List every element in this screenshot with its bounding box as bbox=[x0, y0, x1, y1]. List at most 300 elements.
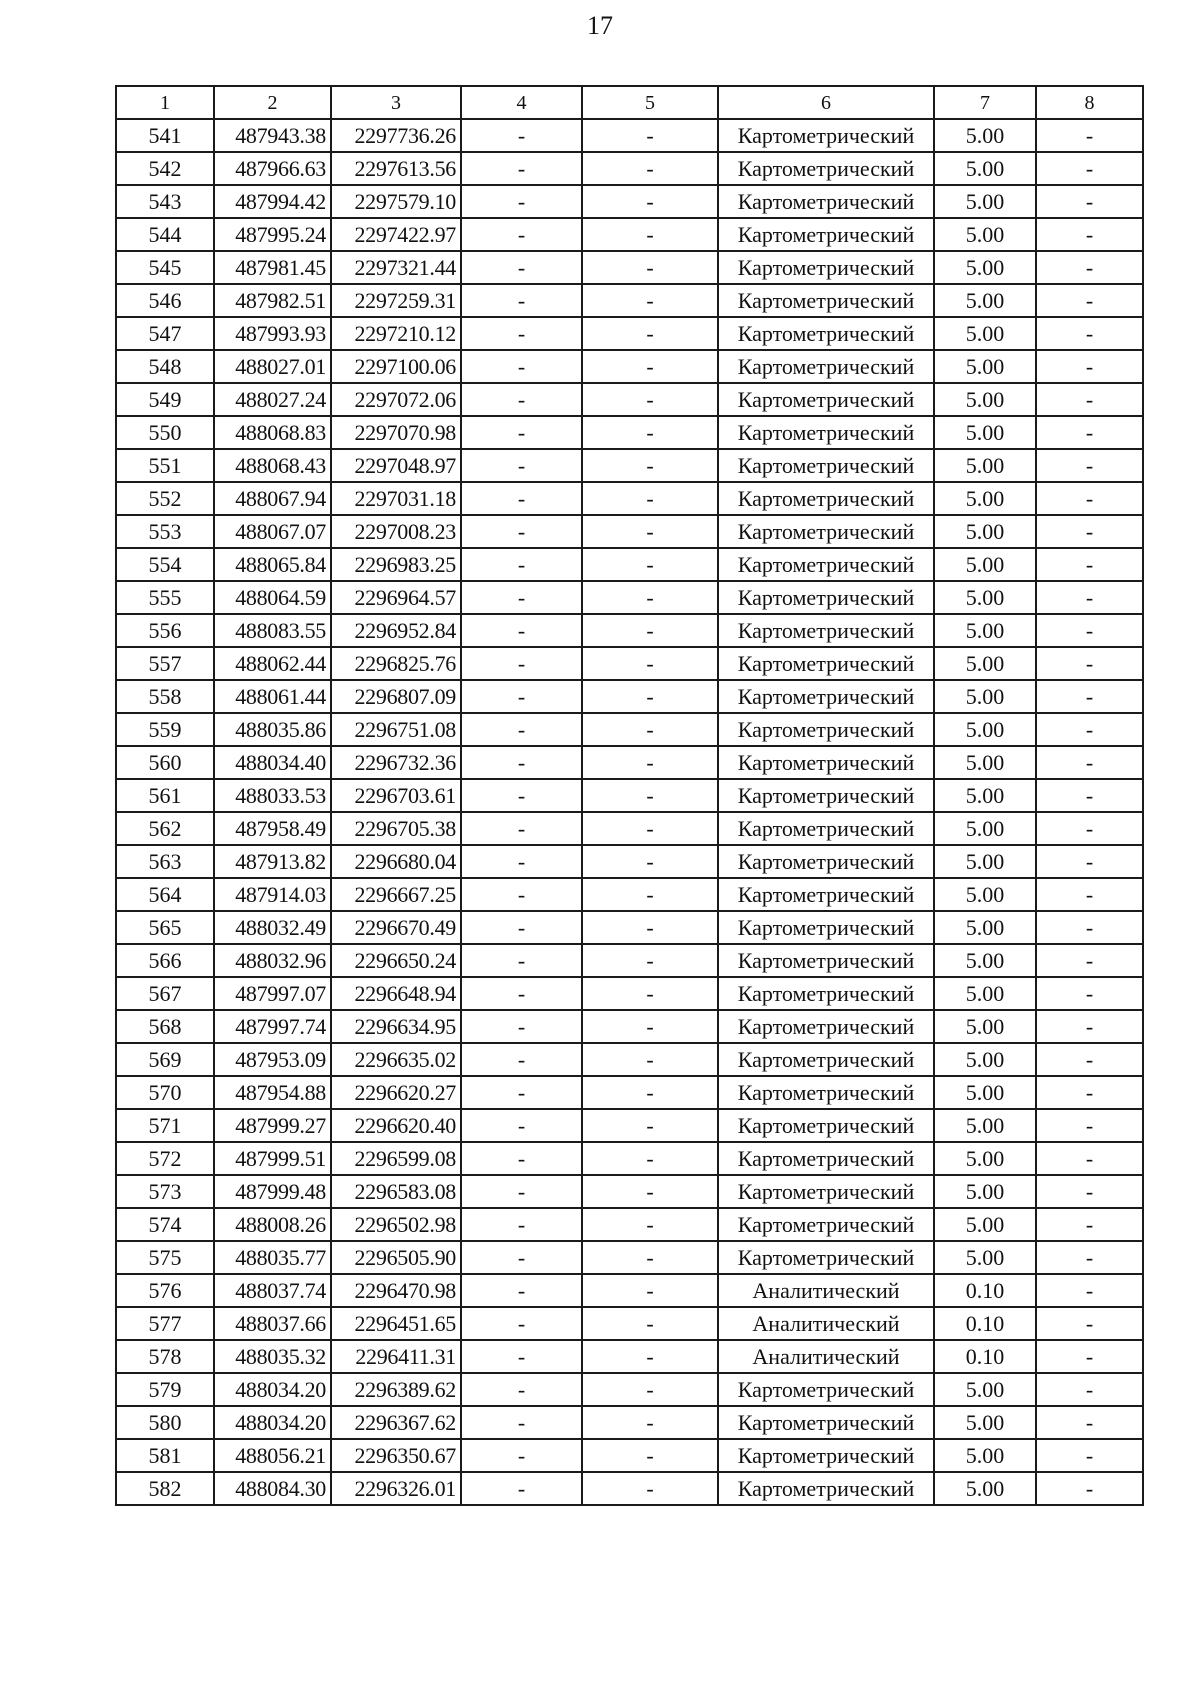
column-8-cell: - bbox=[1036, 1274, 1143, 1307]
x-coordinate-cell: 487943.38 bbox=[214, 119, 331, 152]
point-number-cell: 575 bbox=[116, 1241, 214, 1274]
point-number-cell: 554 bbox=[116, 548, 214, 581]
table-row bbox=[116, 1274, 1143, 1307]
column-8-cell: - bbox=[1036, 1307, 1143, 1340]
column-5-cell: - bbox=[582, 482, 718, 515]
column-4-cell: - bbox=[461, 218, 582, 251]
x-coordinate-cell: 488068.43 bbox=[214, 449, 331, 482]
y-coordinate-cell: 2296751.08 bbox=[331, 713, 461, 746]
method-cell: Картометрический bbox=[718, 581, 934, 614]
column-8-cell: - bbox=[1036, 812, 1143, 845]
point-number-cell: 582 bbox=[116, 1472, 214, 1505]
y-coordinate-cell: 2296705.38 bbox=[331, 812, 461, 845]
method-cell: Картометрический bbox=[718, 713, 934, 746]
y-coordinate-cell: 2297259.31 bbox=[331, 284, 461, 317]
column-5-cell: - bbox=[582, 1175, 718, 1208]
column-5-cell: - bbox=[582, 911, 718, 944]
column-5-cell: - bbox=[582, 746, 718, 779]
column-5-cell: - bbox=[582, 1208, 718, 1241]
column-8-cell: - bbox=[1036, 185, 1143, 218]
table-row bbox=[116, 1010, 1143, 1043]
column-4-cell: - bbox=[461, 548, 582, 581]
table-row bbox=[116, 1472, 1143, 1505]
column-5-cell: - bbox=[582, 647, 718, 680]
table-row bbox=[116, 350, 1143, 383]
accuracy-cell: 0.10 bbox=[934, 1307, 1036, 1340]
method-cell: Картометрический bbox=[718, 746, 934, 779]
x-coordinate-cell: 488083.55 bbox=[214, 614, 331, 647]
column-4-cell: - bbox=[461, 284, 582, 317]
accuracy-cell: 5.00 bbox=[934, 119, 1036, 152]
column-4-cell: - bbox=[461, 812, 582, 845]
point-number-cell: 549 bbox=[116, 383, 214, 416]
column-4-cell: - bbox=[461, 317, 582, 350]
y-coordinate-cell: 2297100.06 bbox=[331, 350, 461, 383]
method-cell: Картометрический bbox=[718, 383, 934, 416]
table-row bbox=[116, 1241, 1143, 1274]
column-4-cell: - bbox=[461, 581, 582, 614]
accuracy-cell: 5.00 bbox=[934, 185, 1036, 218]
column-4-cell: - bbox=[461, 251, 582, 284]
accuracy-cell: 5.00 bbox=[934, 845, 1036, 878]
y-coordinate-cell: 2296367.62 bbox=[331, 1406, 461, 1439]
coordinates-table bbox=[115, 85, 1144, 1506]
method-cell: Картометрический bbox=[718, 152, 934, 185]
column-4-cell: - bbox=[461, 1373, 582, 1406]
y-coordinate-cell: 2297210.12 bbox=[331, 317, 461, 350]
accuracy-cell: 5.00 bbox=[934, 152, 1036, 185]
column-4-cell: - bbox=[461, 185, 582, 218]
point-number-cell: 581 bbox=[116, 1439, 214, 1472]
point-number-cell: 577 bbox=[116, 1307, 214, 1340]
point-number-cell: 548 bbox=[116, 350, 214, 383]
method-cell: Аналитический bbox=[718, 1274, 934, 1307]
table-row bbox=[116, 977, 1143, 1010]
x-coordinate-cell: 487982.51 bbox=[214, 284, 331, 317]
table-row bbox=[116, 812, 1143, 845]
method-cell: Картометрический bbox=[718, 1373, 934, 1406]
accuracy-cell: 5.00 bbox=[934, 1076, 1036, 1109]
x-coordinate-cell: 487995.24 bbox=[214, 218, 331, 251]
x-coordinate-cell: 488032.49 bbox=[214, 911, 331, 944]
point-number-cell: 563 bbox=[116, 845, 214, 878]
column-5-cell: - bbox=[582, 581, 718, 614]
y-coordinate-cell: 2296389.62 bbox=[331, 1373, 461, 1406]
method-cell: Картометрический bbox=[718, 1406, 934, 1439]
method-cell: Картометрический bbox=[718, 647, 934, 680]
column-5-cell: - bbox=[582, 383, 718, 416]
column-4-cell: - bbox=[461, 1010, 582, 1043]
column-8-cell: - bbox=[1036, 845, 1143, 878]
column-4-cell: - bbox=[461, 911, 582, 944]
table-row bbox=[116, 1406, 1143, 1439]
method-cell: Картометрический bbox=[718, 614, 934, 647]
column-4-cell: - bbox=[461, 482, 582, 515]
method-cell: Картометрический bbox=[718, 1109, 934, 1142]
point-number-cell: 550 bbox=[116, 416, 214, 449]
column-5-cell: - bbox=[582, 1373, 718, 1406]
column-5-cell: - bbox=[582, 1406, 718, 1439]
column-8-cell: - bbox=[1036, 218, 1143, 251]
point-number-cell: 579 bbox=[116, 1373, 214, 1406]
point-number-cell: 565 bbox=[116, 911, 214, 944]
method-cell: Картометрический bbox=[718, 350, 934, 383]
table-row bbox=[116, 218, 1143, 251]
table-row bbox=[116, 746, 1143, 779]
column-8-cell: - bbox=[1036, 152, 1143, 185]
column-4-cell: - bbox=[461, 1307, 582, 1340]
column-4-cell: - bbox=[461, 383, 582, 416]
y-coordinate-cell: 2297422.97 bbox=[331, 218, 461, 251]
y-coordinate-cell: 2296470.98 bbox=[331, 1274, 461, 1307]
column-5-cell: - bbox=[582, 779, 718, 812]
point-number-cell: 567 bbox=[116, 977, 214, 1010]
table-row bbox=[116, 317, 1143, 350]
point-number-cell: 559 bbox=[116, 713, 214, 746]
method-cell: Картометрический bbox=[718, 1043, 934, 1076]
y-coordinate-cell: 2296680.04 bbox=[331, 845, 461, 878]
column-8-cell: - bbox=[1036, 779, 1143, 812]
column-5-cell: - bbox=[582, 1142, 718, 1175]
method-cell: Картометрический bbox=[718, 251, 934, 284]
column-5-cell: - bbox=[582, 1109, 718, 1142]
method-cell: Картометрический bbox=[718, 1010, 934, 1043]
method-cell: Картометрический bbox=[718, 284, 934, 317]
column-4-cell: - bbox=[461, 845, 582, 878]
column-8-cell: - bbox=[1036, 746, 1143, 779]
x-coordinate-cell: 487913.82 bbox=[214, 845, 331, 878]
point-number-cell: 574 bbox=[116, 1208, 214, 1241]
column-4-cell: - bbox=[461, 647, 582, 680]
table-row bbox=[116, 911, 1143, 944]
column-5-cell: - bbox=[582, 119, 718, 152]
method-cell: Картометрический bbox=[718, 680, 934, 713]
accuracy-cell: 5.00 bbox=[934, 1208, 1036, 1241]
column-8-cell: - bbox=[1036, 944, 1143, 977]
table-row bbox=[116, 251, 1143, 284]
column-4-cell: - bbox=[461, 1472, 582, 1505]
accuracy-cell: 5.00 bbox=[934, 284, 1036, 317]
y-coordinate-cell: 2296648.94 bbox=[331, 977, 461, 1010]
table-row bbox=[116, 614, 1143, 647]
column-4-cell: - bbox=[461, 1241, 582, 1274]
x-coordinate-cell: 488062.44 bbox=[214, 647, 331, 680]
method-cell: Картометрический bbox=[718, 218, 934, 251]
column-8-cell: - bbox=[1036, 878, 1143, 911]
accuracy-cell: 5.00 bbox=[934, 1043, 1036, 1076]
x-coordinate-cell: 488067.07 bbox=[214, 515, 331, 548]
point-number-cell: 573 bbox=[116, 1175, 214, 1208]
column-4-cell: - bbox=[461, 1109, 582, 1142]
column-8-cell: - bbox=[1036, 1439, 1143, 1472]
accuracy-cell: 5.00 bbox=[934, 515, 1036, 548]
accuracy-cell: 5.00 bbox=[934, 581, 1036, 614]
accuracy-cell: 5.00 bbox=[934, 1406, 1036, 1439]
column-8-cell: - bbox=[1036, 1340, 1143, 1373]
method-cell: Картометрический bbox=[718, 1142, 934, 1175]
y-coordinate-cell: 2296670.49 bbox=[331, 911, 461, 944]
column-header: 2 bbox=[214, 86, 331, 119]
accuracy-cell: 5.00 bbox=[934, 680, 1036, 713]
point-number-cell: 545 bbox=[116, 251, 214, 284]
x-coordinate-cell: 488035.77 bbox=[214, 1241, 331, 1274]
x-coordinate-cell: 487993.93 bbox=[214, 317, 331, 350]
column-4-cell: - bbox=[461, 449, 582, 482]
column-4-cell: - bbox=[461, 152, 582, 185]
column-8-cell: - bbox=[1036, 977, 1143, 1010]
column-8-cell: - bbox=[1036, 581, 1143, 614]
column-4-cell: - bbox=[461, 416, 582, 449]
column-4-cell: - bbox=[461, 1439, 582, 1472]
column-4-cell: - bbox=[461, 350, 582, 383]
method-cell: Картометрический bbox=[718, 416, 934, 449]
table-row bbox=[116, 284, 1143, 317]
column-5-cell: - bbox=[582, 812, 718, 845]
x-coordinate-cell: 488067.94 bbox=[214, 482, 331, 515]
method-cell: Картометрический bbox=[718, 1175, 934, 1208]
column-5-cell: - bbox=[582, 878, 718, 911]
method-cell: Картометрический bbox=[718, 119, 934, 152]
column-4-cell: - bbox=[461, 119, 582, 152]
column-5-cell: - bbox=[582, 1010, 718, 1043]
point-number-cell: 542 bbox=[116, 152, 214, 185]
accuracy-cell: 5.00 bbox=[934, 1472, 1036, 1505]
column-5-cell: - bbox=[582, 416, 718, 449]
column-8-cell: - bbox=[1036, 911, 1143, 944]
column-5-cell: - bbox=[582, 548, 718, 581]
accuracy-cell: 5.00 bbox=[934, 614, 1036, 647]
column-5-cell: - bbox=[582, 1472, 718, 1505]
column-5-cell: - bbox=[582, 680, 718, 713]
y-coordinate-cell: 2296634.95 bbox=[331, 1010, 461, 1043]
column-4-cell: - bbox=[461, 680, 582, 713]
method-cell: Картометрический bbox=[718, 317, 934, 350]
point-number-cell: 571 bbox=[116, 1109, 214, 1142]
table-row bbox=[116, 482, 1143, 515]
x-coordinate-cell: 488027.01 bbox=[214, 350, 331, 383]
y-coordinate-cell: 2297072.06 bbox=[331, 383, 461, 416]
table-row bbox=[116, 1439, 1143, 1472]
y-coordinate-cell: 2296964.57 bbox=[331, 581, 461, 614]
x-coordinate-cell: 488037.74 bbox=[214, 1274, 331, 1307]
column-header: 1 bbox=[116, 86, 214, 119]
x-coordinate-cell: 488033.53 bbox=[214, 779, 331, 812]
accuracy-cell: 5.00 bbox=[934, 416, 1036, 449]
column-8-cell: - bbox=[1036, 680, 1143, 713]
x-coordinate-cell: 487999.48 bbox=[214, 1175, 331, 1208]
y-coordinate-cell: 2296502.98 bbox=[331, 1208, 461, 1241]
y-coordinate-cell: 2297736.26 bbox=[331, 119, 461, 152]
y-coordinate-cell: 2296635.02 bbox=[331, 1043, 461, 1076]
x-coordinate-cell: 488065.84 bbox=[214, 548, 331, 581]
column-4-cell: - bbox=[461, 977, 582, 1010]
table-row bbox=[116, 1340, 1143, 1373]
table-row bbox=[116, 581, 1143, 614]
table-row bbox=[116, 944, 1143, 977]
column-8-cell: - bbox=[1036, 317, 1143, 350]
method-cell: Картометрический bbox=[718, 449, 934, 482]
point-number-cell: 547 bbox=[116, 317, 214, 350]
column-4-cell: - bbox=[461, 779, 582, 812]
column-8-cell: - bbox=[1036, 1076, 1143, 1109]
column-5-cell: - bbox=[582, 515, 718, 548]
accuracy-cell: 5.00 bbox=[934, 1241, 1036, 1274]
x-coordinate-cell: 488034.20 bbox=[214, 1406, 331, 1439]
y-coordinate-cell: 2297321.44 bbox=[331, 251, 461, 284]
y-coordinate-cell: 2296952.84 bbox=[331, 614, 461, 647]
column-header: 7 bbox=[934, 86, 1036, 119]
point-number-cell: 543 bbox=[116, 185, 214, 218]
column-4-cell: - bbox=[461, 1208, 582, 1241]
column-header: 5 bbox=[582, 86, 718, 119]
column-5-cell: - bbox=[582, 152, 718, 185]
column-5-cell: - bbox=[582, 1340, 718, 1373]
method-cell: Картометрический bbox=[718, 1439, 934, 1472]
y-coordinate-cell: 2296583.08 bbox=[331, 1175, 461, 1208]
point-number-cell: 564 bbox=[116, 878, 214, 911]
method-cell: Картометрический bbox=[718, 515, 934, 548]
table-row bbox=[116, 878, 1143, 911]
accuracy-cell: 5.00 bbox=[934, 548, 1036, 581]
method-cell: Картометрический bbox=[718, 1472, 934, 1505]
method-cell: Картометрический bbox=[718, 812, 934, 845]
accuracy-cell: 5.00 bbox=[934, 1142, 1036, 1175]
x-coordinate-cell: 488008.26 bbox=[214, 1208, 331, 1241]
table-row bbox=[116, 515, 1143, 548]
x-coordinate-cell: 488035.32 bbox=[214, 1340, 331, 1373]
table-row bbox=[116, 1208, 1143, 1241]
column-5-cell: - bbox=[582, 977, 718, 1010]
point-number-cell: 580 bbox=[116, 1406, 214, 1439]
y-coordinate-cell: 2296620.27 bbox=[331, 1076, 461, 1109]
y-coordinate-cell: 2296599.08 bbox=[331, 1142, 461, 1175]
table-row bbox=[116, 185, 1143, 218]
method-cell: Картометрический bbox=[718, 482, 934, 515]
accuracy-cell: 0.10 bbox=[934, 1340, 1036, 1373]
point-number-cell: 576 bbox=[116, 1274, 214, 1307]
y-coordinate-cell: 2296983.25 bbox=[331, 548, 461, 581]
column-8-cell: - bbox=[1036, 1109, 1143, 1142]
column-header: 8 bbox=[1036, 86, 1143, 119]
column-8-cell: - bbox=[1036, 1142, 1143, 1175]
accuracy-cell: 5.00 bbox=[934, 647, 1036, 680]
column-5-cell: - bbox=[582, 1439, 718, 1472]
y-coordinate-cell: 2297613.56 bbox=[331, 152, 461, 185]
y-coordinate-cell: 2297070.98 bbox=[331, 416, 461, 449]
method-cell: Картометрический bbox=[718, 185, 934, 218]
accuracy-cell: 5.00 bbox=[934, 218, 1036, 251]
header-row bbox=[116, 86, 1143, 119]
column-4-cell: - bbox=[461, 614, 582, 647]
table-row bbox=[116, 1076, 1143, 1109]
accuracy-cell: 5.00 bbox=[934, 251, 1036, 284]
method-cell: Картометрический bbox=[718, 1208, 934, 1241]
column-4-cell: - bbox=[461, 1076, 582, 1109]
column-5-cell: - bbox=[582, 284, 718, 317]
table-row bbox=[116, 779, 1143, 812]
accuracy-cell: 5.00 bbox=[934, 383, 1036, 416]
column-5-cell: - bbox=[582, 350, 718, 383]
table-row bbox=[116, 1043, 1143, 1076]
table-row bbox=[116, 1307, 1143, 1340]
y-coordinate-cell: 2296825.76 bbox=[331, 647, 461, 680]
y-coordinate-cell: 2297579.10 bbox=[331, 185, 461, 218]
y-coordinate-cell: 2297048.97 bbox=[331, 449, 461, 482]
x-coordinate-cell: 487954.88 bbox=[214, 1076, 331, 1109]
point-number-cell: 553 bbox=[116, 515, 214, 548]
column-8-cell: - bbox=[1036, 515, 1143, 548]
method-cell: Картометрический bbox=[718, 1241, 934, 1274]
column-8-cell: - bbox=[1036, 1406, 1143, 1439]
column-4-cell: - bbox=[461, 944, 582, 977]
y-coordinate-cell: 2296411.31 bbox=[331, 1340, 461, 1373]
point-number-cell: 568 bbox=[116, 1010, 214, 1043]
y-coordinate-cell: 2296620.40 bbox=[331, 1109, 461, 1142]
x-coordinate-cell: 488056.21 bbox=[214, 1439, 331, 1472]
y-coordinate-cell: 2296667.25 bbox=[331, 878, 461, 911]
table-row bbox=[116, 416, 1143, 449]
x-coordinate-cell: 487953.09 bbox=[214, 1043, 331, 1076]
point-number-cell: 551 bbox=[116, 449, 214, 482]
x-coordinate-cell: 488027.24 bbox=[214, 383, 331, 416]
table-row bbox=[116, 152, 1143, 185]
column-4-cell: - bbox=[461, 878, 582, 911]
point-number-cell: 572 bbox=[116, 1142, 214, 1175]
column-4-cell: - bbox=[461, 713, 582, 746]
column-8-cell: - bbox=[1036, 1472, 1143, 1505]
table-row bbox=[116, 1142, 1143, 1175]
column-8-cell: - bbox=[1036, 1241, 1143, 1274]
column-8-cell: - bbox=[1036, 416, 1143, 449]
column-8-cell: - bbox=[1036, 614, 1143, 647]
accuracy-cell: 5.00 bbox=[934, 1010, 1036, 1043]
column-5-cell: - bbox=[582, 944, 718, 977]
x-coordinate-cell: 488037.66 bbox=[214, 1307, 331, 1340]
column-8-cell: - bbox=[1036, 449, 1143, 482]
column-5-cell: - bbox=[582, 1274, 718, 1307]
method-cell: Картометрический bbox=[718, 878, 934, 911]
method-cell: Картометрический bbox=[718, 548, 934, 581]
point-number-cell: 541 bbox=[116, 119, 214, 152]
method-cell: Картометрический bbox=[718, 845, 934, 878]
table-row bbox=[116, 647, 1143, 680]
table-row bbox=[116, 680, 1143, 713]
point-number-cell: 557 bbox=[116, 647, 214, 680]
accuracy-cell: 5.00 bbox=[934, 449, 1036, 482]
table-row bbox=[116, 383, 1143, 416]
table-row bbox=[116, 713, 1143, 746]
page-number: 17 bbox=[587, 11, 613, 40]
column-8-cell: - bbox=[1036, 119, 1143, 152]
column-8-cell: - bbox=[1036, 1208, 1143, 1241]
x-coordinate-cell: 487994.42 bbox=[214, 185, 331, 218]
point-number-cell: 560 bbox=[116, 746, 214, 779]
x-coordinate-cell: 488061.44 bbox=[214, 680, 331, 713]
point-number-cell: 558 bbox=[116, 680, 214, 713]
accuracy-cell: 5.00 bbox=[934, 911, 1036, 944]
accuracy-cell: 5.00 bbox=[934, 779, 1036, 812]
accuracy-cell: 5.00 bbox=[934, 1439, 1036, 1472]
column-5-cell: - bbox=[582, 1043, 718, 1076]
method-cell: Аналитический bbox=[718, 1340, 934, 1373]
table-body bbox=[116, 119, 1143, 1505]
point-number-cell: 556 bbox=[116, 614, 214, 647]
column-5-cell: - bbox=[582, 1076, 718, 1109]
accuracy-cell: 5.00 bbox=[934, 713, 1036, 746]
point-number-cell: 566 bbox=[116, 944, 214, 977]
column-8-cell: - bbox=[1036, 1010, 1143, 1043]
point-number-cell: 546 bbox=[116, 284, 214, 317]
